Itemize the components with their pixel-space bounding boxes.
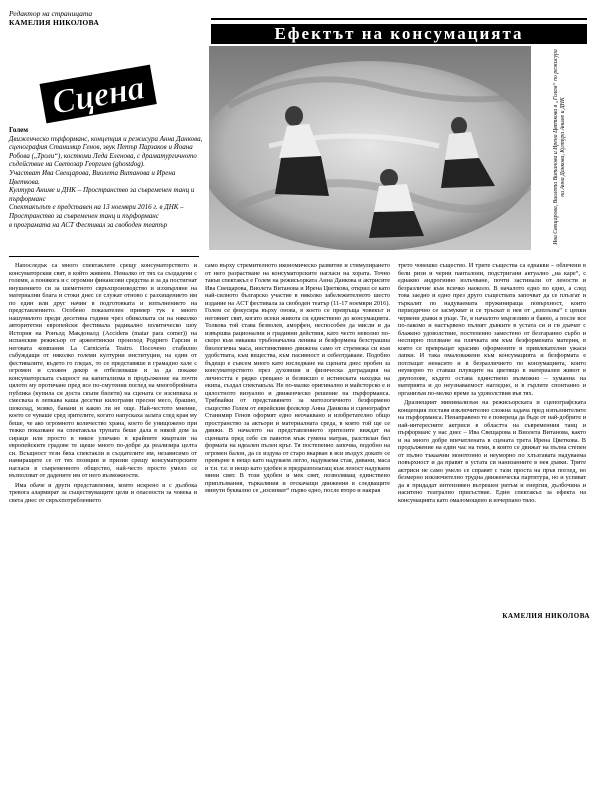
credits-title: Голем — [9, 126, 29, 134]
inflatable-stage-illustration — [209, 46, 531, 250]
section-logo — [28, 62, 168, 124]
editor-name: КАМЕЛИЯ НИКОЛОВА — [9, 18, 100, 27]
article-paragraph: трето човешко същество. И трите същества са еднакви – облечени в бели ризи и черни панталони, подстригани актуално „на каре“, с еднакво андрогинно излъчване, почти застинали от лености и безразличие към всичко наоколо. В началото едно по едно, а след това заедно и едно през друго съществата започват да се плъзгат и търкалят по надуваемата пружинираща повърхност, които периодично се засмукват и се тръскат в нея от „изплъзва“ с цепки червени дъвки в ръце. Те, в началото мързеливо и бавно, а после все по-лакомо и настървено пълнят дъвките в устата си и ги дъвчат с блажено удоволствие, постепенно заместено от безгаранно сърбо и неспирно ползване на плячката им към безформената материя, в която се превръщат красиво оформените и привлекателни ужаси лапки. И така омаловажени към консумацията и безформата е поглъщат ненасито и в безразличието по конзумацията, които неуморно то ставаш плувците на цветящо в материален живот в двуполове, където остава единствено възможно – хуманна на материята и до неузнаваемост нагледно, и в гърлите спонтанно и организъм по-мелко време за удоволствия във тях. — [398, 262, 586, 397]
header-rule — [211, 18, 587, 20]
credits-line: Спектакълът е представен на 13 ноември 2016 г. в ДНК – Пространство за съвременен танц и пърформанс — [9, 203, 184, 220]
credits-line: в програмата на ACT Фестивал за свободен театър — [9, 220, 168, 229]
headline: Ефектът на консумацията — [211, 24, 587, 44]
performance-photo — [209, 46, 531, 250]
article-column-1 — [9, 262, 197, 742]
logo-text: Сцена — [49, 69, 148, 122]
article-signature: КАМЕЛИЯ НИКОЛОВА — [502, 612, 590, 620]
article-paragraph: само върху стремителното икономическо развитие и стимулирането от него разрастване на консуматорските нагласи на хората. Точно такъв спектакъл е Голем на режисьорката Анна Данкова и актрисите Ива Свещарова, Виолета Витанова и Ирена Цветкова, открил се като най-силното българско участие в няколко забележителното шесто издание на ACT фестивала за свободен театър (11-17 ноември 2016). Голем се фокусира върху онова, в което се превръща човекът и неговият свят, когато всеки живота си единствено до консумацията. Толкова той става безволев, аморфен, неспособен да мисли и да извършва рационални и градивни действия, като често неволно по-скоро към някаква тръбоначална ленива и безформена безстрашна биологична маса, инстинктивно движена само от стремежа си към удобствата, към вещества, към пасивност и себеотдаване. Подобно бъдещо е съвсем много като изследване на сцената днес пробен за консуматорството през духовния и физическа деградация на личността е рядко срещано и безвисшо е истинската находка на екипа, създал спектакъла. Не по-малко оригинално и майсторско е и цялостното визуално и движенческо решение на пърформанса. Трябвайки от представянето за митологичното безформено същество Голем от еврейския фолклор Анна Данкова и сценографът Станимир Генов оформят едно неочаквано и изобретателно общо пространство за актьори и материалната среда, в която той ще се движи. В началото на представлението зрителите виждат на сценката пред себе си паянтов мъж гумена матрак, разстилан бял формата на идеален пълен кръг. Тя постепенно започва, подобно на огромен балон, да се издува от старо вкарван в вси въздух докато се превърне в нещо като надуваем легло, надуваема стая, дивани, маса и т.н. т.е. в нещо като удобен и предразполагащ към леност надуваем мини свят. В този удобен и мек свят, позволяващ единствено приплъзвания, търкаляния и отскачащи движения в следващите минути буквално се „изсипват“ първо едно, после второ и накрая — [205, 262, 390, 494]
editor-role: Редактор на страницата — [9, 9, 93, 18]
article-column-2 — [205, 262, 390, 742]
photo-caption-text: Ива Свещарова, Виолета Витанова и Ирена Цветкова в „Голем“ по режисура на Анна Данкова, Култура Аниме и ДНК — [553, 49, 566, 245]
credits-line: Култура Аниме и ДНК – Пространство за съвременен танц и пърформанс — [9, 186, 195, 203]
article-paragraph: Напоследък са много спектаклите срещу консуматорството и консуматорския свят, в който живеем. Немалко от тях са създадени с големи, а понякога и с огромни финансови средства и за да постигнат внушението си за шеметното свръхпроизводство и изхвърляне на материални блага и стоки днес се служат отново с разхищението им по един или друг начин в подготовката и изпълнението на представлението. Особено показателен пример тук е много нашумялото преди десетина години чрез обиколката си на няколко авторитетни европейски фестивала радикално политическо шоу История на Ронълд Макдоналд (Accidens (matar para comer)) на испанския режисьор от аржентински произход Родриго Гарсия и неговата компания La Carnicería Teatro. Посочено стабилно събуждащи от няколко големи културни институции, на един от фестивалите, където го гледах, то се представяше в грамадно хале с огромен и сложен декор и отбелязваше и за да покаже консуматорската същност на капитализма в продължение на почти цялото му протичане пред все по-смутения поглед на многобройната публика (купила си доста скъпи билети) на сцената се изсипваха и смесваха в лепкава каша десетки килограми пресни месо, брашно, шоколад, мляко, банани и какво ли не още. Най-честото мнение, което се чуваше сред зрителите, когато напускаха залата след края му беше, че ако огромното количество храна, което бе унищожено при тежко показване на спектакъла трупата беше дала в някой дом за сираци или просто в някое уличаво в крайните квартали на европейските градове те щеше много по-добре да реализира целта си. Всъщност тези бяха спектакли и създателите им, независимо от намиращите се от тях позиции и призив срещу консуматорските нагласи в съвременното общество, най-често просто умело се възползват от дадените им от него възможности. — [9, 262, 197, 479]
article-paragraph: Дразнещият минимализъм на режисьорската и сценографската концепция поставя изключително сложна задача пред изпълнителите на пърформанса. Ненаправено те е повереца да бъде от най-добрите и най-интересните актриси в областта на съвременния танц и пърформанс у нас днес – Ива Свещарова и Виолета Витанова, както и на много добре впечатлената в сцената трета Ирена Цветкова. В продължение на един час на теми, в които се движат на пълна степен от пълно тъкаачни монотонно и неуморно по хлъзгавата надуваема повърхност и да правят в устата си нанизанните в нея дъвки. Трите актриси не само умело се справят с тази проста на пръв поглед, но безмерно изключително трудна движенческа партитура, но и успяват да я придадат интензивен вътрешен ритъм и енергия, дълбочина и наситено театрално присъствие. Един спектакъл за ефекта на консумацията като омаломощено и изчерпано тяло. — [398, 399, 586, 504]
article-column-3 — [398, 262, 586, 592]
production-credits — [9, 126, 205, 229]
credits-rule — [9, 256, 199, 257]
credits-line: Участват Ива Свещарова, Виолета Витанова и Ирена Цветкова. — [9, 168, 176, 186]
article-paragraph: Има обаче и други представления, които искрено и с дълбока тревога алармират за съществуващите цели и опасности за човека и света днес от свръхпотреблението — [9, 481, 197, 504]
photo-caption — [535, 48, 585, 246]
credits-line: Движенческо пърформанс, концепция и режисура Анна Данкова, сценография Станимир Генов, звук Петър Парзаков и Йоана Робова („Троли“), костюми Леда Еленова, с драматургичното съдействие на Светозар Георгиев (ghostdog). — [9, 134, 203, 169]
page-editor-credit — [9, 9, 209, 27]
